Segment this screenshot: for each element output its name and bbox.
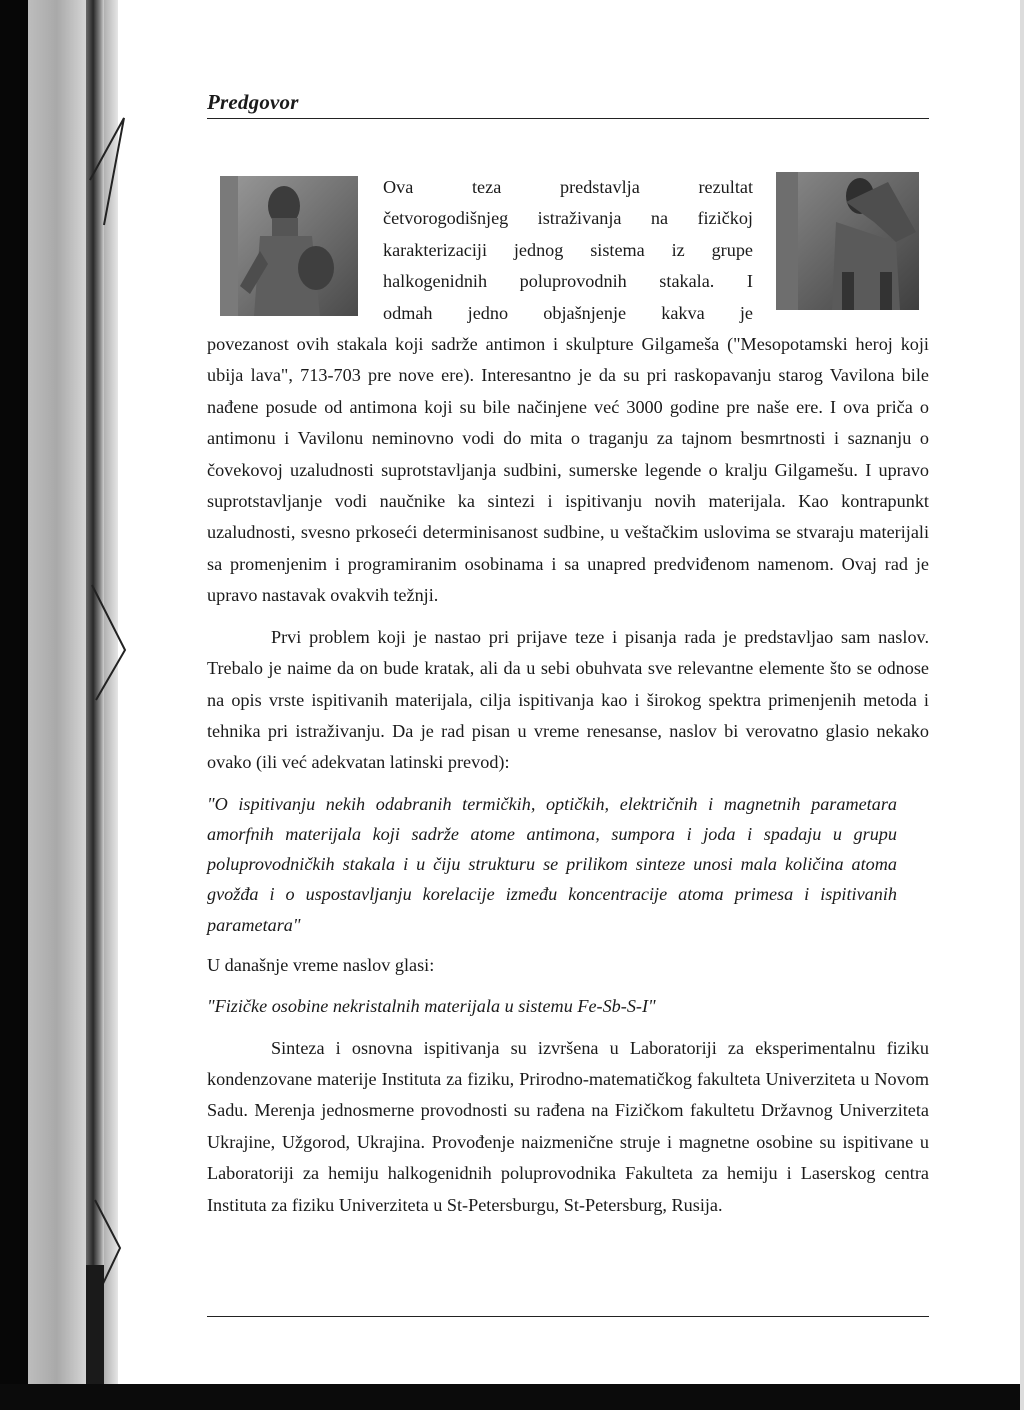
intro-line: karakterizaciji jednog sistema iz grupe <box>383 239 753 260</box>
page-heading: Predgovor <box>207 90 299 114</box>
intro-line: četvorogodišnjeg istraživanja na fizičkoj <box>383 208 753 229</box>
intro-lines <box>383 172 753 329</box>
intro-line: Ova teza predstavlja rezultat <box>383 177 753 197</box>
page-body <box>207 172 929 1221</box>
paragraph-2: Prvi problem koji je nastao pri prijave teze i pisanja rada je predstavljao sam naslov. Trebalo je naime da on bude kratak, ali da u sebi obuhvata sve relevantne elemente što se odnose na opis vrste ispitivanih materijala, cilja ispitivanja kao i širokog spektra primenjenih metoda i tehnika pri istraživanju. Da je rad pisan u vreme renesanse, naslov bi verovatno glasio nekako ovako (ili već adekvatan latinski prevod): <box>207 626 929 773</box>
thesis-title: "Fizičke osobine nekristalnih materijala u sistemu Fe-Sb-S-I" <box>207 996 656 1017</box>
scan-right-edge <box>1020 0 1024 1410</box>
renaissance-title-quote: "O ispitivanju nekih odabranih termičkih, optičkih, električnih i magnetnih parametara amorfnih materijala koji sadrže atome antimona, sumpora i joda i spadaju u grupu poluprovodničkih stakala i u čiju strukturu se prilikom sinteze unosi mala količina atoma gvožđa i o uspostavljanju korelacije između koncentracije atoma primesa i ispitivanih parametara" <box>207 793 897 935</box>
paragraph-3: U današnje vreme naslov glasi: <box>207 954 435 975</box>
scan-bottom-edge <box>0 1384 1024 1410</box>
paragraph-4: Sinteza i osnovna ispitivanja su izvršena u Laboratoriji za eksperimentalnu fiziku kondenzovane materije Instituta za fiziku, Prirodno-matematičkog fakulteta Univerziteta u Novom Sadu. Merenja jednosmerne provodnosti su rađena na Fizičkom fakultetu Državnog Univerziteta Ukrajine, Užgorod, Ukrajina. Provođenje naizmenične struje i magnetne osobine su ispitivane u Laboratoriji za hemiju halkogenidnih poluprovodnika Fakulteta za hemiju i Laserskog centra Instituta za fiziku Univerziteta u St-Petersburgu, St-Petersburg, Rusija. <box>207 1037 929 1215</box>
binding-threads <box>0 0 140 1410</box>
paragraph-1-continuation: povezanost ovih stakala koji sadrže antimon i skulpture Gilgameša ("Mesopotamski heroj koji ubija lava", 713-703 pre nove ere). Interesantno je da su pri raskopavanju starog Vavilona bile nađene posude od antimona koji su bile načinjene već 3000 godine pre naše ere. I ova priča o antimonu i Vavilonu neminovno vodi do mita o traganju za tajnom besmrtnosti i saznanju o čovekovoj uzaludnosti suprotstavljanja sudbini, sumerske legende o kralju Gilgamešu. I upravo suprotstavljanje vodi naučnike ka sintezi i ispitivanju novih materijala. Kao kontrapunkt uzaludnosti, svesno prkoseći determinisanost sudbine, u veštačkim uslovima se stvaraju materijali sa promenjenim i programiranim osobinama i sa unapred predviđenom namenom. Ovaj rad je upravo nastavak ovakvih težnji. <box>207 334 929 606</box>
intro-line: halkogenidnih poluprovodnih stakala. I <box>383 271 753 292</box>
footer-rule <box>207 1316 929 1317</box>
intro-line: odmah jedno objašnjenje kakva je <box>383 302 753 323</box>
heading-rule <box>207 118 929 119</box>
